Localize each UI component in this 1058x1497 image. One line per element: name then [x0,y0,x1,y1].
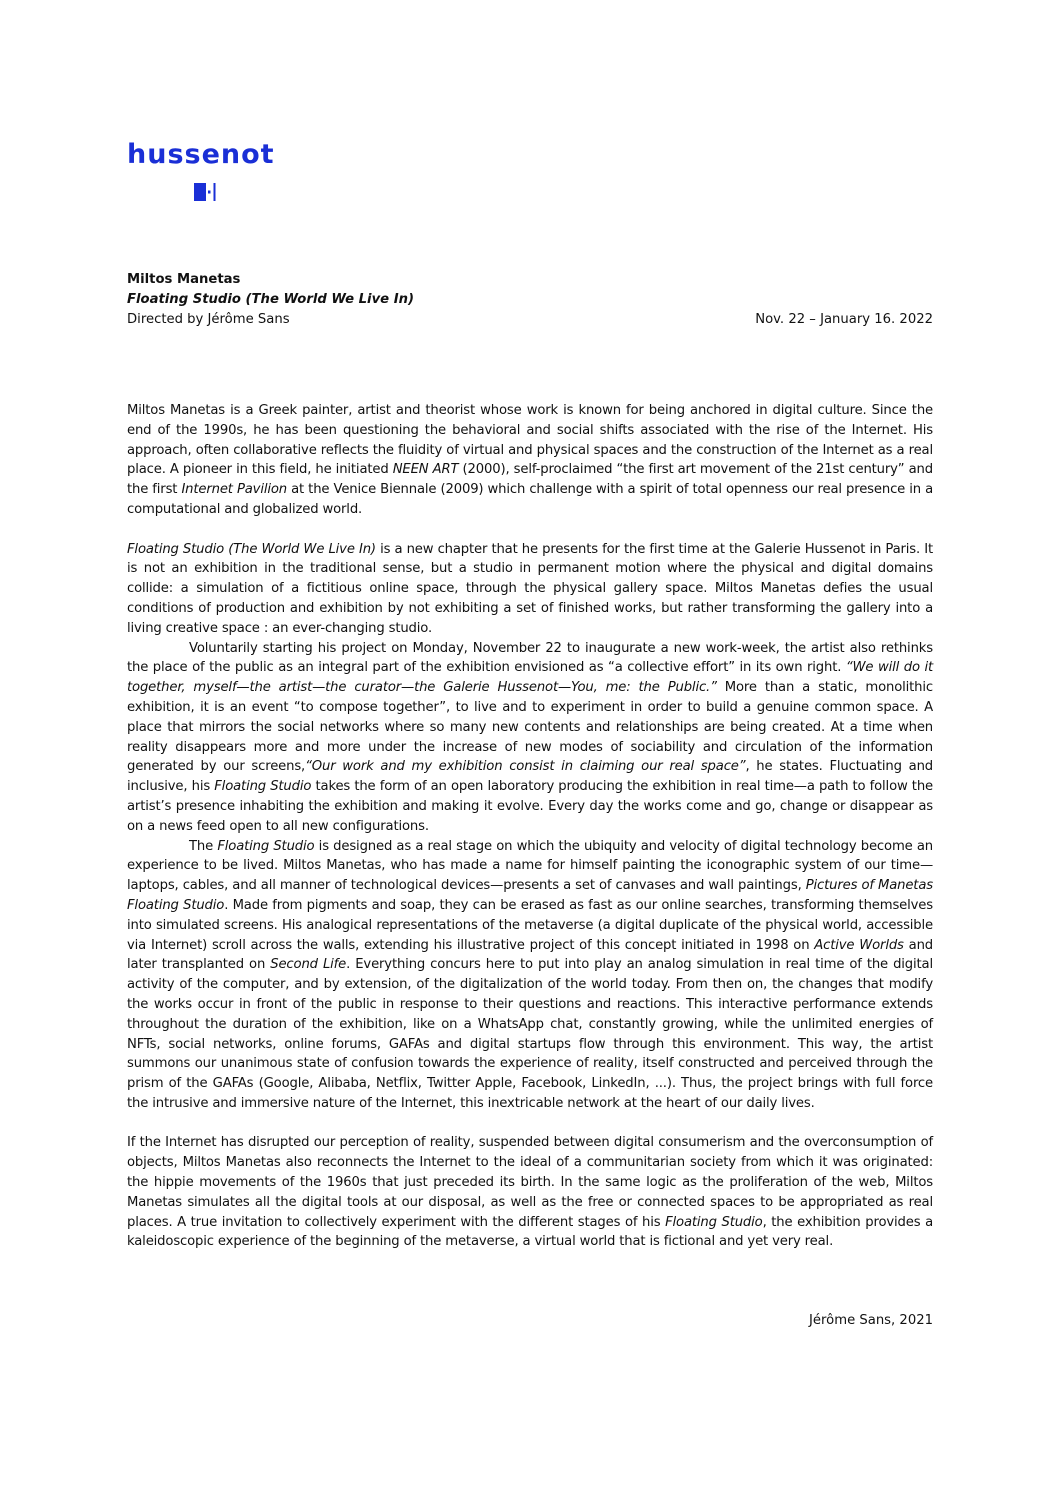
paragraph-2 [127,540,933,639]
hussenot-mark-icon [194,183,218,201]
director-credit: Directed by Jérôme Sans [127,312,290,327]
paragraph-3 [127,639,933,837]
exhibition-dates: Nov. 22 – January 16. 2022 [755,312,933,327]
text-run: . Everything concurs here to put into play an analog simulation in real time of the digital activity of the computer, and by extension, of the digitalization of the world today. From then on, the changes that modify the works occur in front of the public in response to their questions and reactions. This interactive performance extends throughout the duration of the exhibition, like on a WhatsApp chat, constantly growing, while the unlimited energies of NFTs, social networks, online forums, GAFAs and digital startups flow through this environment. This way, the artist summons our unanimous state of confusion towards the experience of reality, itself constructed and perceived through the prism of the GAFAs (Google, Alibaba, Netflix, Twitter Apple, Facebook, LinkedIn, ...). Thus, the project brings with full force the intrusive and immersive nature of the Internet, this inextricable network at the heart of our daily lives. [127,957,934,1111]
paragraph-5 [127,1133,933,1252]
exhibition-title: Floating Studio (The World We Live In) [127,292,415,307]
text-run: at the Venice Biennale (2009) which challenge with a spirit of total openness our real presence in a computational and globalized world. [127,482,934,517]
gallery-logo [127,140,287,210]
paragraph-4 [127,837,933,1114]
italic-quote: “We will do it together, myself—the artist—the curator—the Galerie Hussenot—You, me: the Public.” [127,660,934,696]
italic-run: Second Life [270,957,347,973]
text-run: . Made from pigments and soap, they can be erased as fast as our online searches, transforming themselves into simulated screens. His analogical representations of the metaverse (a digital duplicate of the physical world, accessible via Internet) scroll across the walls, extending his illustrative project of this concept initiated in 1998 on [127,897,933,953]
italic-run: Floating Studio [214,779,312,795]
text-run: Miltos Manetas is a Greek painter, artist and theorist whose work is known for being anchored in digital culture. Since the end of the 1990s, he has been questioning the behavioral and social shifts associated with the rise of the Internet. His approach, often collaborative reflects the fluidity of virtual and physical spaces and the construction of the Internet as a real place. A pioneer in this field, he initiated [127,403,933,478]
italic-run: NEEN ART [392,462,459,478]
logo-wordmark: hussenot [127,139,275,170]
italic-run: Floating Studio (The World We Live In) [127,541,376,557]
text-run: (2000), self-proclaimed “the first art movement of the 21st century” and the first [127,462,933,498]
paragraph-1 [127,401,933,520]
exhibition-header [127,270,933,330]
italic-run: Floating Studio [665,1214,763,1230]
text-run: and later transplanted on [127,937,933,973]
italic-quote: “Our work and my exhibition consist in claiming our real space” [305,759,746,775]
text-run: , he states. Fluctuating and inclusive, his [127,759,933,795]
credits-row [127,310,933,330]
italic-run: Active Worlds [814,937,904,953]
text-run: is a new chapter that he presents for the first time at the Galerie Hussenot in Paris. It is not an exhibition in the traditional sense, but a studio in permanent motion where the physical and digital domains collide: a simulation of a fictitious online space, through the physical gallery space. Miltos Manetas defies the usual conditions of production and exhibition by not exhibiting a set of finished works, but rather transforming the gallery into a living creative space : an ever-changing studio. [127,541,933,636]
italic-run: Floating Studio [217,838,315,854]
italic-run: Internet Pavilion [181,482,287,498]
artist-name: Miltos Manetas [127,272,241,287]
text-run: More than a static, monolithic exhibition, it is an event “to compose together”, to live and to experiment in order to build a genuine common space. A place that mirrors the social networks where so many new contents and relationships are being created. At a time when reality disappears more and more under the increase of new modes of sociability and circulation of the information generated by our screens, [127,680,934,775]
text-run: The [189,838,218,854]
text-run: If the Internet has disrupted our perception of reality, suspended between digital consumerism and the overconsumption of objects, Miltos Manetas also reconnects the Internet to the ideal of a communitarian society from which it was originated: the hippie movements of the 1960s that just preceded its birth. In the same logic as the proliferation of the web, Miltos Manetas simulates all the digital tools at our disposal, as well as the free or connected spaces to be appropriated as real places. A true invitation to collectively experiment with the different stages of his [127,1135,933,1230]
text-run: , the exhibition provides a kaleidoscopic experience of the beginning of the metaverse, a virtual world that is fictional and yet very real. [127,1214,933,1250]
italic-run: Pictures of Manetas Floating Studio [127,878,933,913]
text-run: Voluntarily starting his project on Monday, November 22 to inaugurate a new work-week, the artist also rethinks the place of the public as an integral part of the exhibition envisioned as “a collective effort” in its own right. [127,640,933,676]
press-release-body [127,401,933,1252]
text-run: takes the form of an open laboratory producing the exhibition in real time—a path to follow the artist’s presence inhabiting the exhibition and making it evolve. Every day the works come and go, change or disappear as on a news feed open to all new configurations. [127,779,933,834]
author-signature: Jérôme Sans, 2021 [809,1313,933,1328]
text-run: is designed as a real stage on which the ubiquity and velocity of digital technology become an experience to be lived. Miltos Manetas, who has made a name for himself painting the iconographic system of our time—laptops, cables, and all manner of technological devices—presents a set of canvases and wall paintings, [127,838,933,894]
